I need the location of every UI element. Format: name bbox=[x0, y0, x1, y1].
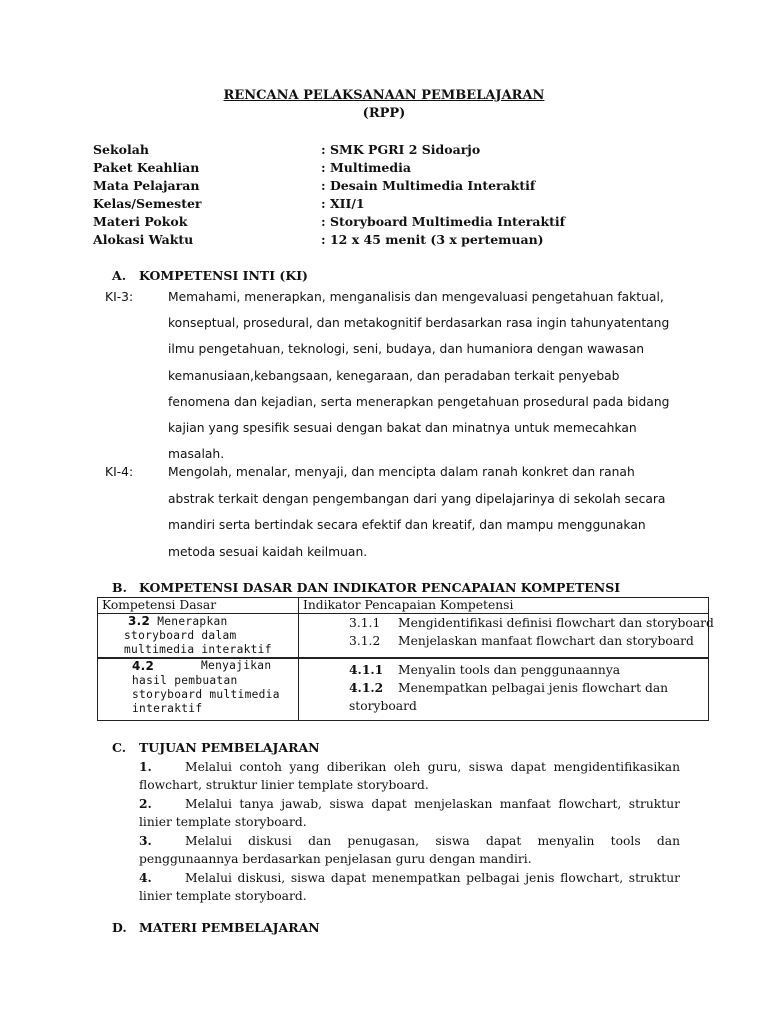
table-header-cell: Kompetensi Dasar bbox=[98, 598, 299, 614]
kd-line: storyboard dalam bbox=[124, 629, 237, 642]
ki-code: KI-3: bbox=[105, 290, 134, 304]
objective-number: 3. bbox=[139, 833, 152, 848]
identity-row-sekolah bbox=[93, 141, 693, 159]
identity-label: Materi Pokok bbox=[93, 214, 188, 229]
table-row bbox=[98, 658, 709, 720]
objective-number: 4. bbox=[139, 870, 152, 885]
identity-label: Kelas/Semester bbox=[93, 196, 202, 211]
section-letter: C. bbox=[112, 740, 127, 755]
ki-line: metoda sesuai kaidah keilmuan. bbox=[168, 545, 368, 559]
kd-line: hasil pembuatan bbox=[132, 674, 238, 687]
document-subtitle: (RPP) bbox=[362, 106, 406, 121]
identity-value: : Desain Multimedia Interaktif bbox=[321, 178, 536, 193]
identity-value: : SMK PGRI 2 Sidoarjo bbox=[321, 142, 481, 157]
objective-text: Melalui diskusi, siswa dapat menempatkan pelbagai jenis flowchart, struktur linier template storyboard. bbox=[139, 871, 680, 903]
identity-value: : 12 x 45 menit (3 x pertemuan) bbox=[321, 232, 544, 247]
indicator-text: Menyalin tools dan penggunaannya bbox=[398, 663, 621, 677]
kd-number: 3.2 bbox=[128, 614, 151, 628]
objective-text: Melalui contoh yang diberikan oleh guru, siswa dapat mengidentifikasikan flowchart, struktur linier template storyboard. bbox=[139, 760, 680, 792]
section-title: KOMPETENSI INTI (KI) bbox=[139, 268, 308, 283]
kd-text: Menyajikan bbox=[201, 659, 272, 672]
identity-label: Sekolah bbox=[93, 142, 149, 157]
objective-text: Melalui diskusi dan penugasan, siswa dapat menyalin tools dan penggunaannya berdasarkan penjelasan guru dengan mandiri. bbox=[139, 834, 680, 866]
identity-label: Alokasi Waktu bbox=[93, 232, 194, 247]
indicator-number: 3.1.1 bbox=[349, 616, 381, 630]
section-letter: A. bbox=[112, 268, 127, 283]
identity-row-kelas-semester bbox=[93, 195, 693, 213]
kd-number: 4.2 bbox=[132, 659, 155, 673]
kd-line bbox=[102, 614, 294, 629]
kd-line bbox=[102, 659, 294, 674]
indicator-text: Menempatkan pelbagai jenis flowchart dan bbox=[398, 681, 669, 695]
ki-line: konseptual, prosedural, dan metakognitif berdasarkan rasa ingin tahunyatentang bbox=[168, 316, 670, 330]
identity-row-paket-keahlian bbox=[93, 159, 693, 177]
list-item bbox=[139, 869, 680, 905]
kd-text: Menerapkan bbox=[157, 615, 228, 628]
list-item bbox=[139, 795, 680, 831]
identity-value: : XII/1 bbox=[321, 196, 365, 211]
objectives-list bbox=[139, 758, 680, 906]
objective-number: 1. bbox=[139, 759, 152, 774]
section-c-heading bbox=[112, 740, 320, 755]
indicator-text: Menjelaskan manfaat flowchart dan storyboard bbox=[398, 634, 694, 648]
kd-cell bbox=[98, 658, 299, 720]
ki-line: kemanusiaan,kebangsaan, kenegaraan, dan peradaban terkait penyebab bbox=[168, 369, 620, 383]
section-letter: B. bbox=[112, 580, 127, 595]
identity-row-alokasi-waktu bbox=[93, 231, 693, 249]
ki-line: ilmu pengetahuan, teknologi, seni, budaya, dan humaniora dengan wawasan bbox=[168, 342, 645, 356]
indicator-number: 3.1.2 bbox=[349, 634, 381, 648]
indicator-text: Mengidentifikasi definisi flowchart dan storyboard bbox=[398, 616, 714, 630]
kd-line: interaktif bbox=[132, 702, 203, 715]
identity-label: Paket Keahlian bbox=[93, 160, 200, 175]
identity-value: : Multimedia bbox=[321, 160, 411, 175]
section-b-heading bbox=[112, 580, 620, 595]
identity-value: : Storyboard Multimedia Interaktif bbox=[321, 214, 566, 229]
indicator-text: storyboard bbox=[349, 699, 417, 713]
indicator-item-continued bbox=[303, 697, 704, 715]
indicator-item bbox=[303, 614, 714, 632]
table-header-cell: Indikator Pencapaian Kompetensi bbox=[299, 598, 709, 614]
ki-line: fenomena dan kejadian, serta menerapkan pengetahuan prosedural pada bidang bbox=[168, 395, 670, 409]
indicator-item bbox=[303, 632, 704, 650]
indicator-item bbox=[303, 679, 704, 697]
objective-number: 2. bbox=[139, 796, 152, 811]
ki-line: Memahami, menerapkan, menganalisis dan mengevaluasi pengetahuan faktual, bbox=[168, 290, 664, 304]
kd-line: storyboard multimedia bbox=[132, 688, 280, 701]
section-letter: D. bbox=[112, 920, 127, 935]
ki-line: mandiri serta bertindak secara efektif dan kreatif, dan mampu menggunakan bbox=[168, 518, 646, 532]
ki-line: Mengolah, menalar, menyaji, dan mencipta dalam ranah konkret dan ranah bbox=[168, 465, 635, 479]
objective-text: Melalui tanya jawab, siswa dapat menjelaskan manfaat flowchart, struktur linier template storyboard. bbox=[139, 797, 680, 829]
table-header-row bbox=[98, 598, 709, 614]
ki-4-block bbox=[100, 465, 690, 565]
kd-cell bbox=[98, 614, 299, 659]
indicator-cell bbox=[299, 614, 714, 659]
indicator-number: 4.1.1 bbox=[349, 662, 384, 677]
list-item bbox=[139, 758, 680, 794]
identity-row-mata-pelajaran bbox=[93, 177, 693, 195]
list-item bbox=[139, 832, 680, 868]
ki-line: abstrak terkait dengan pengembangan dari yang dipelajarinya di sekolah secara bbox=[168, 492, 666, 506]
section-a-heading bbox=[112, 268, 308, 283]
identity-block bbox=[93, 141, 693, 249]
ki-line: kajian yang spesifik sesuai dengan bakat dan minatnya untuk memecahkan bbox=[168, 421, 637, 435]
competency-table bbox=[97, 597, 714, 721]
ki-code: KI-4: bbox=[105, 465, 134, 479]
ki-3-block bbox=[100, 290, 690, 460]
identity-label: Mata Pelajaran bbox=[93, 178, 200, 193]
section-title: TUJUAN PEMBELAJARAN bbox=[139, 740, 320, 755]
table-row bbox=[98, 614, 709, 659]
indicator-cell bbox=[299, 658, 709, 720]
indicator-item bbox=[303, 661, 704, 679]
section-title: MATERI PEMBELAJARAN bbox=[139, 920, 320, 935]
section-title: KOMPETENSI DASAR DAN INDIKATOR PENCAPAIAN KOMPETENSI bbox=[139, 580, 621, 595]
identity-row-materi-pokok bbox=[93, 213, 693, 231]
indicator-number: 4.1.2 bbox=[349, 680, 384, 695]
document-title: RENCANA PELAKSANAAN PEMBELAJARAN bbox=[223, 88, 545, 103]
kd-line: multimedia interaktif bbox=[124, 643, 272, 656]
ki-line: masalah. bbox=[168, 447, 225, 461]
section-d-heading bbox=[112, 920, 320, 935]
